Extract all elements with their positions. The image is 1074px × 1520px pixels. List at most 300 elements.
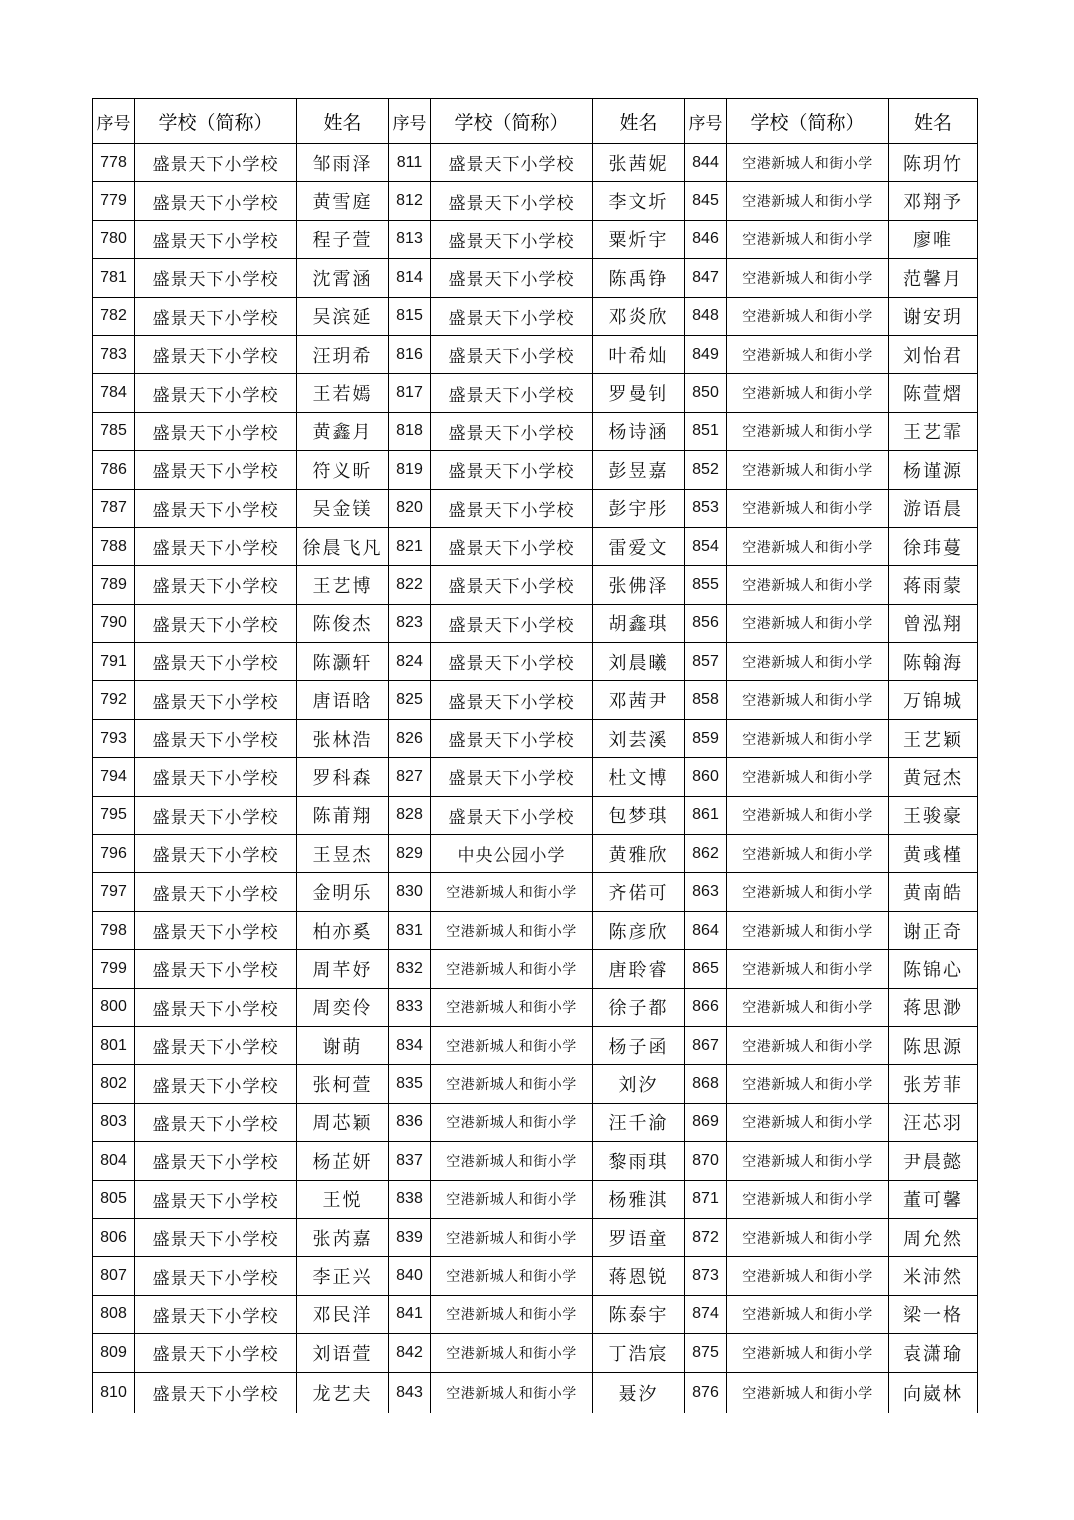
school-cell: 盛景天下小学校 — [135, 144, 297, 182]
roster-table — [92, 98, 978, 1413]
school-cell: 盛景天下小学校 — [431, 681, 593, 719]
school-cell: 盛景天下小学校 — [135, 604, 297, 642]
seq-cell: 806 — [93, 1218, 135, 1256]
name-cell: 陈泰宇 — [593, 1295, 685, 1333]
school-cell: 盛景天下小学校 — [431, 604, 593, 642]
name-cell: 刘芸溪 — [593, 719, 685, 757]
school-cell: 盛景天下小学校 — [431, 374, 593, 412]
seq-cell: 828 — [389, 796, 431, 834]
school-cell: 空港新城人和街小学 — [727, 489, 889, 527]
header-school: 学校（简称） — [727, 99, 889, 144]
table-row — [93, 220, 978, 258]
name-cell: 范馨月 — [889, 259, 978, 297]
name-cell: 刘怡君 — [889, 335, 978, 373]
school-cell: 空港新城人和街小学 — [727, 1142, 889, 1180]
school-cell: 盛景天下小学校 — [135, 758, 297, 796]
table-row — [93, 1218, 978, 1256]
name-cell: 黄南皓 — [889, 873, 978, 911]
seq-cell: 855 — [685, 566, 727, 604]
name-cell: 陈萱熠 — [889, 374, 978, 412]
seq-cell: 874 — [685, 1295, 727, 1333]
seq-cell: 824 — [389, 643, 431, 681]
name-cell: 唐聆睿 — [593, 950, 685, 988]
school-cell: 空港新城人和街小学 — [727, 950, 889, 988]
name-cell: 包梦琪 — [593, 796, 685, 834]
seq-cell: 795 — [93, 796, 135, 834]
school-cell: 盛景天下小学校 — [431, 220, 593, 258]
school-cell: 盛景天下小学校 — [135, 950, 297, 988]
seq-cell: 831 — [389, 911, 431, 949]
seq-cell: 852 — [685, 451, 727, 489]
seq-cell: 794 — [93, 758, 135, 796]
seq-cell: 856 — [685, 604, 727, 642]
table-row — [93, 374, 978, 412]
seq-cell: 779 — [93, 182, 135, 220]
school-cell: 空港新城人和街小学 — [727, 719, 889, 757]
school-cell: 盛景天下小学校 — [431, 451, 593, 489]
seq-cell: 833 — [389, 988, 431, 1026]
seq-cell: 871 — [685, 1180, 727, 1218]
name-cell: 向崴林 — [889, 1372, 978, 1413]
seq-cell: 798 — [93, 911, 135, 949]
name-cell: 杨雅淇 — [593, 1180, 685, 1218]
seq-cell: 817 — [389, 374, 431, 412]
school-cell: 空港新城人和街小学 — [431, 1218, 593, 1256]
seq-cell: 812 — [389, 182, 431, 220]
seq-cell: 872 — [685, 1218, 727, 1256]
table-row — [93, 1372, 978, 1413]
school-cell: 空港新城人和街小学 — [431, 1257, 593, 1295]
seq-cell: 802 — [93, 1065, 135, 1103]
name-cell: 黎雨琪 — [593, 1142, 685, 1180]
school-cell: 空港新城人和街小学 — [431, 873, 593, 911]
table-row — [93, 566, 978, 604]
school-cell: 盛景天下小学校 — [431, 297, 593, 335]
name-cell: 周芯颖 — [297, 1103, 389, 1141]
table-row — [93, 681, 978, 719]
school-cell: 盛景天下小学校 — [135, 1372, 297, 1413]
table-row — [93, 950, 978, 988]
seq-cell: 790 — [93, 604, 135, 642]
school-cell: 空港新城人和街小学 — [727, 182, 889, 220]
school-cell: 空港新城人和街小学 — [727, 566, 889, 604]
name-cell: 米沛然 — [889, 1257, 978, 1295]
table-row — [93, 297, 978, 335]
school-cell: 盛景天下小学校 — [135, 1257, 297, 1295]
table-row — [93, 1257, 978, 1295]
school-cell: 空港新城人和街小学 — [431, 1103, 593, 1141]
name-cell: 蒋恩锐 — [593, 1257, 685, 1295]
table-row — [93, 335, 978, 373]
seq-cell: 845 — [685, 182, 727, 220]
header-name: 姓名 — [593, 99, 685, 144]
seq-cell: 808 — [93, 1295, 135, 1333]
name-cell: 曾泓翔 — [889, 604, 978, 642]
table-row — [93, 527, 978, 565]
name-cell: 王骏豪 — [889, 796, 978, 834]
seq-cell: 825 — [389, 681, 431, 719]
roster-body — [93, 144, 978, 1413]
seq-cell: 788 — [93, 527, 135, 565]
name-cell: 叶希灿 — [593, 335, 685, 373]
name-cell: 尹晨懿 — [889, 1142, 978, 1180]
seq-cell: 869 — [685, 1103, 727, 1141]
school-cell: 盛景天下小学校 — [135, 1218, 297, 1256]
seq-cell: 821 — [389, 527, 431, 565]
name-cell: 柏亦奚 — [297, 911, 389, 949]
name-cell: 万锦城 — [889, 681, 978, 719]
seq-cell: 844 — [685, 144, 727, 182]
name-cell: 唐语晗 — [297, 681, 389, 719]
school-cell: 盛景天下小学校 — [135, 643, 297, 681]
school-cell: 盛景天下小学校 — [135, 719, 297, 757]
table-row — [93, 719, 978, 757]
seq-cell: 785 — [93, 412, 135, 450]
seq-cell: 843 — [389, 1372, 431, 1413]
name-cell: 徐玮蔓 — [889, 527, 978, 565]
school-cell: 空港新城人和街小学 — [727, 1295, 889, 1333]
name-cell: 汪玥希 — [297, 335, 389, 373]
name-cell: 王艺博 — [297, 566, 389, 604]
school-cell: 空港新城人和街小学 — [727, 527, 889, 565]
name-cell: 龙艺夫 — [297, 1372, 389, 1413]
seq-cell: 814 — [389, 259, 431, 297]
seq-cell: 850 — [685, 374, 727, 412]
name-cell: 游语晨 — [889, 489, 978, 527]
table-row — [93, 144, 978, 182]
name-cell: 金明乐 — [297, 873, 389, 911]
name-cell: 蒋雨蒙 — [889, 566, 978, 604]
school-cell: 空港新城人和街小学 — [727, 335, 889, 373]
name-cell: 张芮嘉 — [297, 1218, 389, 1256]
name-cell: 杨芷妍 — [297, 1142, 389, 1180]
name-cell: 罗语童 — [593, 1218, 685, 1256]
name-cell: 沈霄涵 — [297, 259, 389, 297]
school-cell: 空港新城人和街小学 — [727, 374, 889, 412]
seq-cell: 867 — [685, 1026, 727, 1064]
seq-cell: 815 — [389, 297, 431, 335]
school-cell: 空港新城人和街小学 — [727, 144, 889, 182]
seq-cell: 859 — [685, 719, 727, 757]
seq-cell: 823 — [389, 604, 431, 642]
name-cell: 张芳菲 — [889, 1065, 978, 1103]
name-cell: 王悦 — [297, 1180, 389, 1218]
school-cell: 盛景天下小学校 — [135, 1103, 297, 1141]
table-row — [93, 1334, 978, 1372]
school-cell: 盛景天下小学校 — [431, 259, 593, 297]
seq-cell: 848 — [685, 297, 727, 335]
seq-cell: 783 — [93, 335, 135, 373]
school-cell: 盛景天下小学校 — [135, 873, 297, 911]
seq-cell: 816 — [389, 335, 431, 373]
table-row — [93, 796, 978, 834]
school-cell: 盛景天下小学校 — [135, 412, 297, 450]
seq-cell: 792 — [93, 681, 135, 719]
seq-cell: 786 — [93, 451, 135, 489]
school-cell: 空港新城人和街小学 — [431, 1334, 593, 1372]
seq-cell: 830 — [389, 873, 431, 911]
seq-cell: 853 — [685, 489, 727, 527]
school-cell: 盛景天下小学校 — [135, 681, 297, 719]
name-cell: 邓炎欣 — [593, 297, 685, 335]
seq-cell: 866 — [685, 988, 727, 1026]
school-cell: 盛景天下小学校 — [431, 412, 593, 450]
name-cell: 张柯萱 — [297, 1065, 389, 1103]
seq-cell: 787 — [93, 489, 135, 527]
seq-cell: 799 — [93, 950, 135, 988]
table-row — [93, 1026, 978, 1064]
seq-cell: 870 — [685, 1142, 727, 1180]
seq-cell: 826 — [389, 719, 431, 757]
name-cell: 谢萌 — [297, 1026, 389, 1064]
school-cell: 空港新城人和街小学 — [727, 1218, 889, 1256]
seq-cell: 837 — [389, 1142, 431, 1180]
school-cell: 空港新城人和街小学 — [727, 297, 889, 335]
name-cell: 邹雨泽 — [297, 144, 389, 182]
name-cell: 陈莆翔 — [297, 796, 389, 834]
name-cell: 陈翰海 — [889, 643, 978, 681]
name-cell: 丁浩宸 — [593, 1334, 685, 1372]
seq-cell: 818 — [389, 412, 431, 450]
name-cell: 周奕伶 — [297, 988, 389, 1026]
name-cell: 廖唯 — [889, 220, 978, 258]
seq-cell: 863 — [685, 873, 727, 911]
school-cell: 空港新城人和街小学 — [431, 1065, 593, 1103]
table-row — [93, 758, 978, 796]
name-cell: 黄雪庭 — [297, 182, 389, 220]
name-cell: 张茜妮 — [593, 144, 685, 182]
table-row — [93, 412, 978, 450]
seq-cell: 868 — [685, 1065, 727, 1103]
header-name: 姓名 — [297, 99, 389, 144]
seq-cell: 819 — [389, 451, 431, 489]
school-cell: 空港新城人和街小学 — [727, 1257, 889, 1295]
name-cell: 刘晨曦 — [593, 643, 685, 681]
seq-cell: 834 — [389, 1026, 431, 1064]
table-row — [93, 643, 978, 681]
school-cell: 盛景天下小学校 — [135, 1065, 297, 1103]
header-school: 学校（简称） — [135, 99, 297, 144]
school-cell: 盛景天下小学校 — [135, 335, 297, 373]
seq-cell: 864 — [685, 911, 727, 949]
school-cell: 盛景天下小学校 — [431, 796, 593, 834]
name-cell: 吴金镁 — [297, 489, 389, 527]
seq-cell: 841 — [389, 1295, 431, 1333]
seq-cell: 804 — [93, 1142, 135, 1180]
name-cell: 杨谨源 — [889, 451, 978, 489]
school-cell: 空港新城人和街小学 — [727, 1065, 889, 1103]
seq-cell: 842 — [389, 1334, 431, 1372]
school-cell: 盛景天下小学校 — [135, 182, 297, 220]
name-cell: 胡鑫琪 — [593, 604, 685, 642]
name-cell: 陈锦心 — [889, 950, 978, 988]
name-cell: 陈思源 — [889, 1026, 978, 1064]
school-cell: 空港新城人和街小学 — [727, 643, 889, 681]
name-cell: 杜文博 — [593, 758, 685, 796]
school-cell: 盛景天下小学校 — [431, 566, 593, 604]
school-cell: 空港新城人和街小学 — [727, 796, 889, 834]
school-cell: 空港新城人和街小学 — [431, 1295, 593, 1333]
seq-cell: 865 — [685, 950, 727, 988]
school-cell: 空港新城人和街小学 — [727, 1103, 889, 1141]
seq-cell: 778 — [93, 144, 135, 182]
seq-cell: 876 — [685, 1372, 727, 1413]
school-cell: 空港新城人和街小学 — [727, 1180, 889, 1218]
header-seq: 序号 — [685, 99, 727, 144]
seq-cell: 781 — [93, 259, 135, 297]
name-cell: 徐子都 — [593, 988, 685, 1026]
seq-cell: 803 — [93, 1103, 135, 1141]
name-cell: 梁一格 — [889, 1295, 978, 1333]
seq-cell: 796 — [93, 835, 135, 873]
seq-cell: 860 — [685, 758, 727, 796]
name-cell: 周允然 — [889, 1218, 978, 1256]
name-cell: 陈玥竹 — [889, 144, 978, 182]
table-row — [93, 1295, 978, 1333]
name-cell: 陈灏轩 — [297, 643, 389, 681]
seq-cell: 839 — [389, 1218, 431, 1256]
name-cell: 杨诗涵 — [593, 412, 685, 450]
name-cell: 齐偌可 — [593, 873, 685, 911]
header-name: 姓名 — [889, 99, 978, 144]
header-school: 学校（简称） — [431, 99, 593, 144]
school-cell: 空港新城人和街小学 — [431, 911, 593, 949]
name-cell: 吴滨延 — [297, 297, 389, 335]
school-cell: 空港新城人和街小学 — [727, 681, 889, 719]
school-cell: 盛景天下小学校 — [135, 1026, 297, 1064]
school-cell: 空港新城人和街小学 — [727, 412, 889, 450]
school-cell: 盛景天下小学校 — [431, 182, 593, 220]
name-cell: 张林浩 — [297, 719, 389, 757]
table-row — [93, 182, 978, 220]
seq-cell: 827 — [389, 758, 431, 796]
table-row — [93, 1065, 978, 1103]
name-cell: 黄雅欣 — [593, 835, 685, 873]
name-cell: 王艺霏 — [889, 412, 978, 450]
seq-cell: 780 — [93, 220, 135, 258]
seq-cell: 875 — [685, 1334, 727, 1372]
name-cell: 王若嫣 — [297, 374, 389, 412]
school-cell: 空港新城人和街小学 — [727, 1372, 889, 1413]
table-row — [93, 873, 978, 911]
seq-cell: 801 — [93, 1026, 135, 1064]
seq-cell: 810 — [93, 1372, 135, 1413]
name-cell: 罗曼钊 — [593, 374, 685, 412]
school-cell: 空港新城人和街小学 — [431, 988, 593, 1026]
seq-cell: 849 — [685, 335, 727, 373]
name-cell: 罗科森 — [297, 758, 389, 796]
name-cell: 蒋思渺 — [889, 988, 978, 1026]
school-cell: 盛景天下小学校 — [135, 451, 297, 489]
name-cell: 杨子函 — [593, 1026, 685, 1064]
school-cell: 空港新城人和街小学 — [431, 1026, 593, 1064]
table-row — [93, 835, 978, 873]
name-cell: 汪芯羽 — [889, 1103, 978, 1141]
seq-cell: 800 — [93, 988, 135, 1026]
school-cell: 盛景天下小学校 — [431, 719, 593, 757]
name-cell: 粟炘宇 — [593, 220, 685, 258]
name-cell: 王艺颖 — [889, 719, 978, 757]
seq-cell: 857 — [685, 643, 727, 681]
header-row — [93, 99, 978, 144]
seq-cell: 791 — [93, 643, 135, 681]
table-row — [93, 988, 978, 1026]
seq-cell: 807 — [93, 1257, 135, 1295]
school-cell: 空港新城人和街小学 — [727, 1026, 889, 1064]
seq-cell: 829 — [389, 835, 431, 873]
name-cell: 董可馨 — [889, 1180, 978, 1218]
name-cell: 雷爱文 — [593, 527, 685, 565]
name-cell: 黄鑫月 — [297, 412, 389, 450]
seq-cell: 832 — [389, 950, 431, 988]
seq-cell: 838 — [389, 1180, 431, 1218]
school-cell: 盛景天下小学校 — [431, 489, 593, 527]
name-cell: 邓翔予 — [889, 182, 978, 220]
school-cell: 盛景天下小学校 — [135, 220, 297, 258]
seq-cell: 861 — [685, 796, 727, 834]
school-cell: 盛景天下小学校 — [135, 988, 297, 1026]
school-cell: 空港新城人和街小学 — [431, 1372, 593, 1413]
school-cell: 盛景天下小学校 — [135, 1334, 297, 1372]
school-cell: 空港新城人和街小学 — [727, 604, 889, 642]
seq-cell: 793 — [93, 719, 135, 757]
school-cell: 盛景天下小学校 — [135, 1142, 297, 1180]
name-cell: 袁潇瑜 — [889, 1334, 978, 1372]
seq-cell: 784 — [93, 374, 135, 412]
school-cell: 空港新城人和街小学 — [727, 988, 889, 1026]
table-row — [93, 1142, 978, 1180]
name-cell: 邓民洋 — [297, 1295, 389, 1333]
school-cell: 盛景天下小学校 — [135, 1180, 297, 1218]
school-cell: 空港新城人和街小学 — [727, 835, 889, 873]
seq-cell: 820 — [389, 489, 431, 527]
name-cell: 周芊妤 — [297, 950, 389, 988]
school-cell: 空港新城人和街小学 — [727, 259, 889, 297]
name-cell: 聂汐 — [593, 1372, 685, 1413]
seq-cell: 858 — [685, 681, 727, 719]
school-cell: 盛景天下小学校 — [135, 374, 297, 412]
school-cell: 空港新城人和街小学 — [727, 873, 889, 911]
name-cell: 刘汐 — [593, 1065, 685, 1103]
school-cell: 盛景天下小学校 — [135, 1295, 297, 1333]
name-cell: 谢正奇 — [889, 911, 978, 949]
seq-cell: 822 — [389, 566, 431, 604]
seq-cell: 846 — [685, 220, 727, 258]
school-cell: 盛景天下小学校 — [135, 489, 297, 527]
seq-cell: 811 — [389, 144, 431, 182]
header-seq: 序号 — [389, 99, 431, 144]
table-row — [93, 489, 978, 527]
table-row — [93, 259, 978, 297]
table-row — [93, 604, 978, 642]
school-cell: 空港新城人和街小学 — [431, 950, 593, 988]
seq-cell: 813 — [389, 220, 431, 258]
name-cell: 彭昱嘉 — [593, 451, 685, 489]
school-cell: 盛景天下小学校 — [135, 566, 297, 604]
school-cell: 空港新城人和街小学 — [727, 451, 889, 489]
seq-cell: 782 — [93, 297, 135, 335]
school-cell: 空港新城人和街小学 — [727, 220, 889, 258]
name-cell: 黄彧槿 — [889, 835, 978, 873]
school-cell: 盛景天下小学校 — [135, 259, 297, 297]
name-cell: 邓茜尹 — [593, 681, 685, 719]
seq-cell: 840 — [389, 1257, 431, 1295]
school-cell: 盛景天下小学校 — [135, 527, 297, 565]
table-row — [93, 911, 978, 949]
school-cell: 中央公园小学 — [431, 835, 593, 873]
seq-cell: 847 — [685, 259, 727, 297]
school-cell: 盛景天下小学校 — [431, 758, 593, 796]
